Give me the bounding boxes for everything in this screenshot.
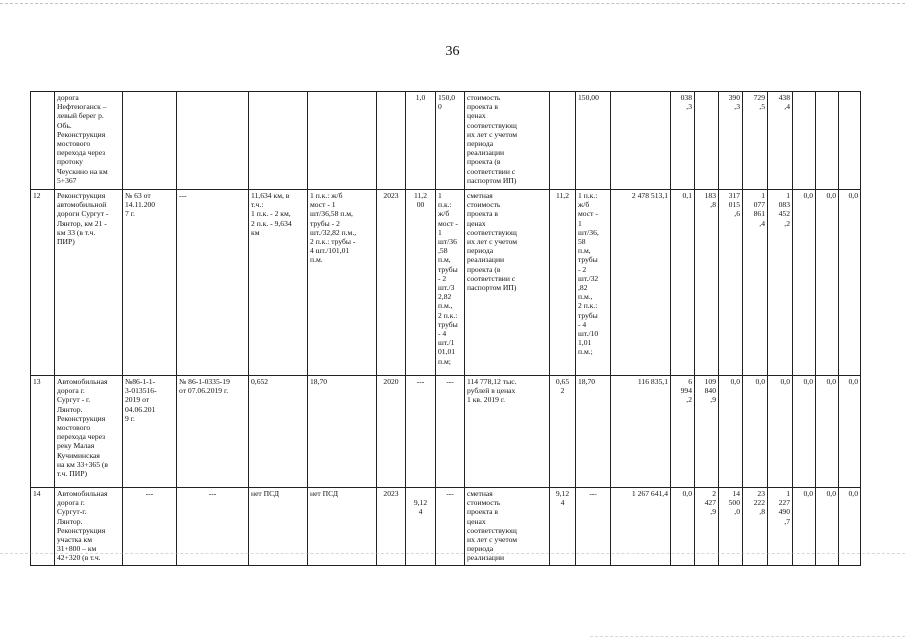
price-conclusion: --- xyxy=(177,190,249,376)
length-after: 0,65 2 xyxy=(550,376,576,488)
length-after: 11,2 xyxy=(550,190,576,376)
year-value: 038 ,3 xyxy=(671,92,695,190)
capacity-length: нет ПСД xyxy=(249,488,308,566)
row-number: 12 xyxy=(31,190,55,376)
year-value: 1 083 452 ,2 xyxy=(768,190,793,376)
length-value: --- xyxy=(406,376,436,488)
year-value: 729 ,5 xyxy=(743,92,768,190)
year-value: 0,0 xyxy=(671,488,695,566)
capacity-length: 0,652 xyxy=(249,376,308,488)
year-value: 317 015 ,6 xyxy=(719,190,743,376)
year-value: 0,0 xyxy=(719,376,743,488)
year-value: 109 840 ,9 xyxy=(695,376,719,488)
year-value: 183 ,8 xyxy=(695,190,719,376)
cost-description: сметная стоимость проекта в ценах соответствующ их лет с учетом периода реализации проекта (в соответствии с паспортом ИП) xyxy=(465,190,550,376)
completion-year: 2023 xyxy=(377,190,406,376)
year-value: 1 077 861 ,4 xyxy=(743,190,768,376)
structures-after: 18,70 xyxy=(576,376,611,488)
year-value: 0,0 xyxy=(793,190,816,376)
table-row xyxy=(31,376,861,488)
page-number: 36 xyxy=(445,44,460,59)
table-row xyxy=(31,190,861,376)
expertise-conclusion xyxy=(123,92,177,190)
year-value: 0,0 xyxy=(793,488,816,566)
cost-description: 114 778,12 тыс. рублей в ценах 1 кв. 2019 г. xyxy=(465,376,550,488)
year-value xyxy=(839,92,861,190)
scan-edge-bottom xyxy=(0,553,905,554)
scan-edge-top xyxy=(0,3,905,4)
year-value xyxy=(695,92,719,190)
capacity-structures: 18,70 xyxy=(308,376,377,488)
capacity-length xyxy=(249,92,308,190)
object-name: дорога Нефтеюганск – левый берег р. Обь. Реконструкция мостового перехода через протоку Чеускино на км 5+367 xyxy=(55,92,123,190)
year-value: 0,0 xyxy=(839,376,861,488)
expertise-conclusion: №86-1-1- 3-013516- 2019 от 04.06.201 9 г. xyxy=(123,376,177,488)
structures-after: 1 п.к.: ж/б мост - 1 шт/36, 58 п.м, трубы - 2 шт./32 ,82 п.м., 2 п.к.: трубы - 4 шт./10 1,01 п.м.; xyxy=(576,190,611,376)
capacity-structures: нет ПСД xyxy=(308,488,377,566)
year-value: 1 227 490 ,7 xyxy=(768,488,793,566)
projects-table xyxy=(30,91,861,566)
length-value: 1,0 xyxy=(406,92,436,190)
expertise-conclusion: № 63 от 14.11.200 7 г. xyxy=(123,190,177,376)
row-number: 14 xyxy=(31,488,55,566)
year-value: 14 500 ,0 xyxy=(719,488,743,566)
year-value: 0,0 xyxy=(768,376,793,488)
total-cost: 2 478 513,1 xyxy=(611,190,671,376)
year-value: 0,0 xyxy=(816,488,839,566)
length-value: 11,2 00 xyxy=(406,190,436,376)
structures-value: --- xyxy=(436,488,465,566)
year-value: 390 ,3 xyxy=(719,92,743,190)
table-row xyxy=(31,92,861,190)
price-conclusion xyxy=(177,92,249,190)
length-value: 9,12 4 xyxy=(406,488,436,566)
capacity-structures: 1 п.к.: ж/б мост - 1 шт/36,58 п.м, трубы - 2 шт./32,82 п.м., 2 п.к.: трубы - 4 шт./101,01 п.м. xyxy=(308,190,377,376)
scan-edge-bottom xyxy=(590,636,905,637)
row-number: 13 xyxy=(31,376,55,488)
total-cost: 116 835,1 xyxy=(611,376,671,488)
structures-after: 150,00 xyxy=(576,92,611,190)
completion-year xyxy=(377,92,406,190)
year-value: 0,1 xyxy=(671,190,695,376)
year-value: 23 222 ,8 xyxy=(743,488,768,566)
year-value: 0,0 xyxy=(793,376,816,488)
year-value: 2 427 ,9 xyxy=(695,488,719,566)
length-after xyxy=(550,92,576,190)
capacity-structures xyxy=(308,92,377,190)
year-value: 0,0 xyxy=(743,376,768,488)
structures-value: 1 п.к.: ж/б мост - 1 шт/36 ,58 п.м, трубы - 2 шт./3 2,82 п.м., 2 п.к.: трубы - 4 шт./1 01,01 п.м; xyxy=(436,190,465,376)
year-value: 0,0 xyxy=(839,488,861,566)
completion-year: 2020 xyxy=(377,376,406,488)
row-number xyxy=(31,92,55,190)
total-cost xyxy=(611,92,671,190)
structures-value: --- xyxy=(436,376,465,488)
year-value: 0,0 xyxy=(839,190,861,376)
object-name: Реконструкция автомобильной дороги Сургут - Лянтор, км 21 - км 33 (в т.ч. ПИР) xyxy=(55,190,123,376)
completion-year: 2023 xyxy=(377,488,406,566)
year-value xyxy=(793,92,816,190)
cost-description: стоимость проекта в ценах соответствующ их лет с учетом периода реализации проекта (в соответствии с паспортом ИП) xyxy=(465,92,550,190)
capacity-length: 11,634 км, в т.ч.: 1 п.к. - 2 км, 2 п.к. - 9,634 км xyxy=(249,190,308,376)
object-name: Автомобильная дорога г. Сургут - г. Лянтор. Реконструкция мостового перехода через реку Малая Кучиминская на км 33+365 (в т.ч. ПИР) xyxy=(55,376,123,488)
year-value: 0,0 xyxy=(816,376,839,488)
cost-description: сметная стоимость проекта в ценах соответствующ их лет с учетом периода реализации xyxy=(465,488,550,566)
expertise-conclusion: --- xyxy=(123,488,177,566)
total-cost: 1 267 641,4 xyxy=(611,488,671,566)
price-conclusion: № 86-1-0335-19 от 07.06.2019 г. xyxy=(177,376,249,488)
length-after: 9,12 4 xyxy=(550,488,576,566)
structures-after: --- xyxy=(576,488,611,566)
price-conclusion: --- xyxy=(177,488,249,566)
year-value: 6 994 ,2 xyxy=(671,376,695,488)
year-value: 0,0 xyxy=(816,190,839,376)
year-value xyxy=(816,92,839,190)
object-name: Автомобильная дорога г. Сургут-г. Лянтор. Реконструкция участка км 31+800 – км 42+320 (в т.ч. xyxy=(55,488,123,566)
structures-value: 150,0 0 xyxy=(436,92,465,190)
year-value: 438 ,4 xyxy=(768,92,793,190)
